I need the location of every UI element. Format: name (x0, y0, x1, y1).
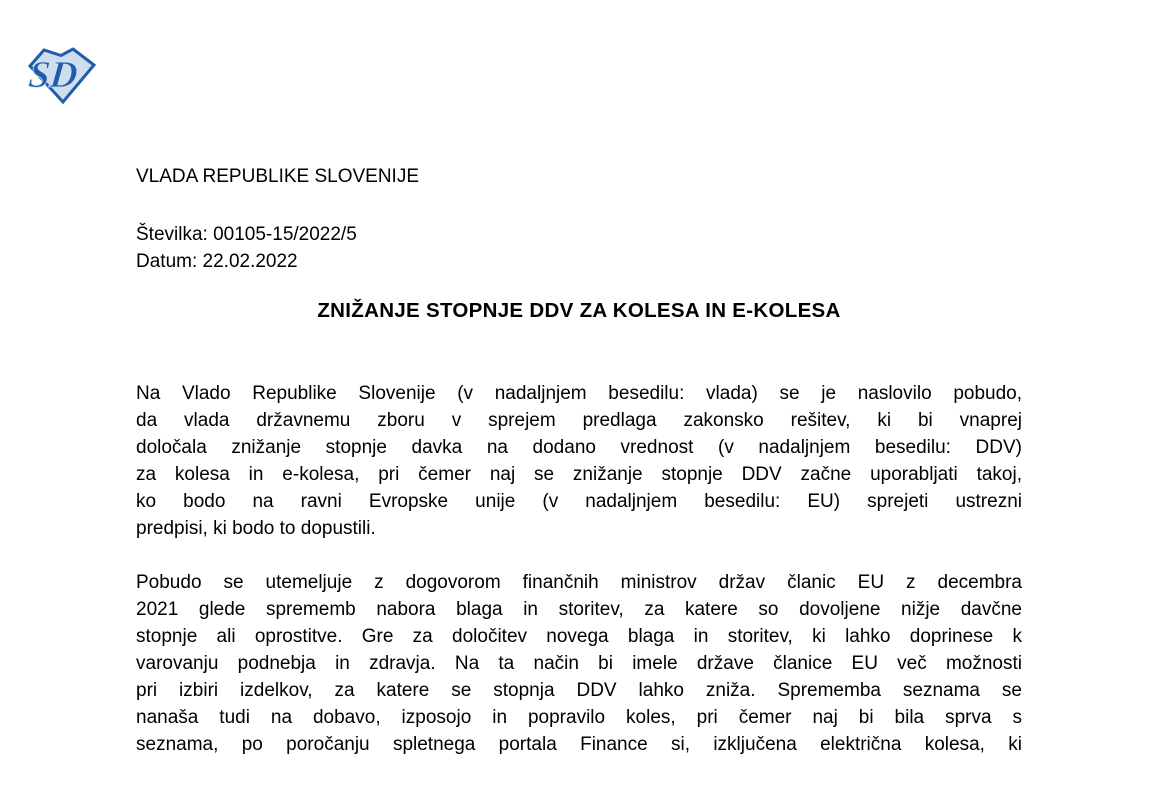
document-meta (136, 221, 357, 275)
paragraph-line: predpisi, ki bodo to dopustili. (136, 518, 376, 539)
sd-emblem-logo (28, 46, 96, 104)
paragraph-line: nanaša tudi na dobavo, izposojo in popravilo koles, pri čemer naj bi bila sprva s (136, 707, 1022, 728)
paragraph (136, 380, 1022, 542)
paragraph-line: določala znižanje stopnje davka na dodano vrednost (v nadaljnjem besedilu: DDV) (136, 437, 1022, 458)
number-label: Številka: (136, 224, 208, 245)
date-label: Datum: (136, 251, 198, 272)
paragraph-line: varovanju podnebja in zdravja. Na ta način bi imele države članice EU več možnosti (136, 653, 1022, 674)
organization-name: VLADA REPUBLIKE SLOVENIJE (136, 166, 420, 187)
sd-letters: SD (26, 54, 80, 96)
paragraph-line: seznama, po poročanju spletnega portala Finance si, izključena električna kolesa, ki (136, 734, 1022, 755)
document-date-line (136, 248, 357, 275)
paragraph-line: stopnje ali oprostitve. Gre za določitev novega blaga in storitev, ki lahko doprinese k (136, 626, 1022, 647)
document-title: ZNIŽANJE STOPNJE DDV ZA KOLESA IN E-KOLESA (317, 299, 841, 322)
document-body (136, 380, 1022, 785)
paragraph-line: ko bodo na ravni Evropske unije (v nadaljnjem besedilu: EU) sprejeti ustrezni (136, 491, 1022, 512)
number-value: 00105-15/2022/5 (213, 224, 357, 245)
paragraph-line: za kolesa in e-kolesa, pri čemer naj se znižanje stopnje DDV začne uporabljati takoj, (136, 464, 1022, 485)
document-number-line (136, 221, 357, 248)
paragraph-line: da vlada državnemu zboru v sprejem predlaga zakonsko rešitev, ki bi vnaprej (136, 410, 1022, 431)
paragraph-line: 2021 glede sprememb nabora blaga in storitev, za katere so dovoljene nižje davčne (136, 599, 1022, 620)
sd-diamond-icon (28, 46, 96, 104)
paragraph-line: pri izbiri izdelkov, za katere se stopnja DDV lahko zniža. Sprememba seznama se (136, 680, 1022, 701)
paragraph-line: Pobudo se utemeljuje z dogovorom finančnih ministrov držav članic EU z decembra (136, 572, 1022, 593)
paragraph (136, 569, 1022, 758)
date-value: 22.02.2022 (202, 251, 298, 272)
paragraph-line: Na Vlado Republike Slovenije (v nadaljnjem besedilu: vlada) se je naslovilo pobudo, (136, 383, 1022, 404)
